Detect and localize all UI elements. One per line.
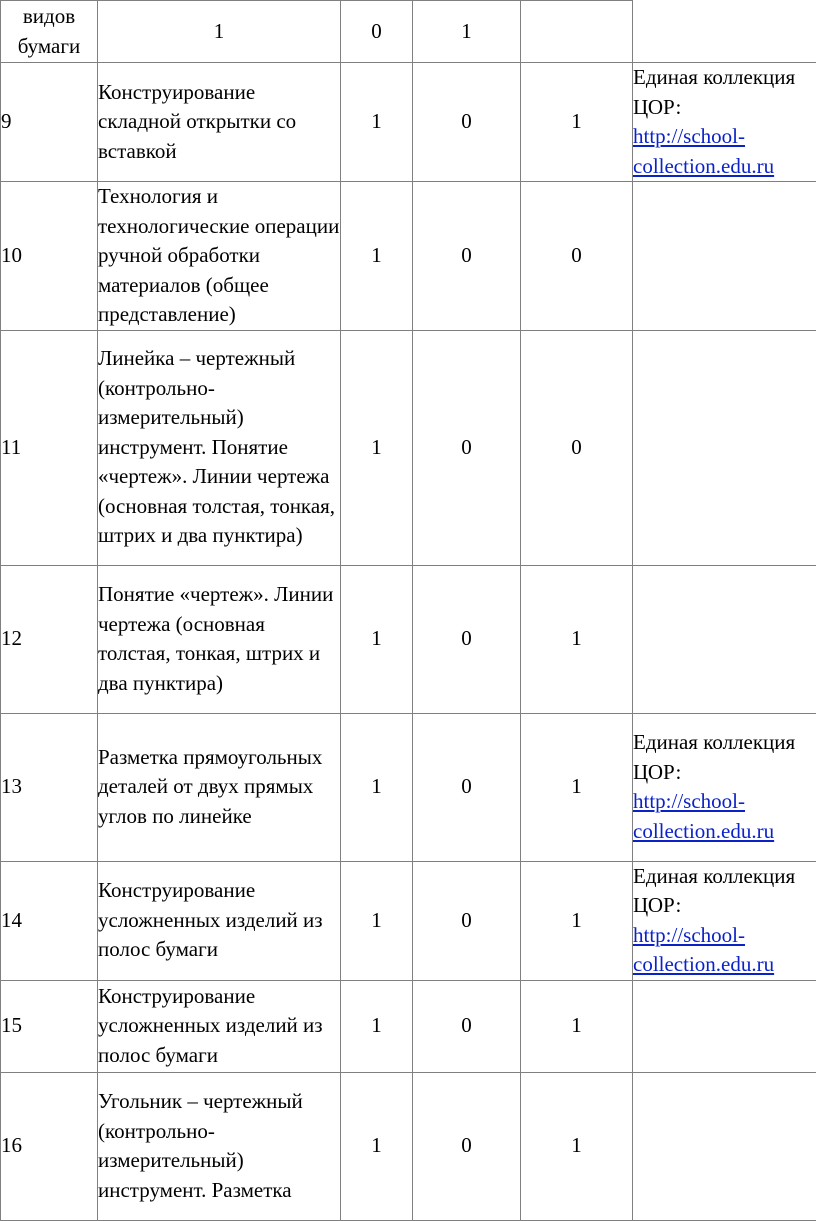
resource-cell bbox=[633, 1, 816, 63]
table-row bbox=[1, 713, 816, 861]
theory-hours-cell: 1 bbox=[341, 565, 413, 713]
control-cell: 0 bbox=[521, 182, 633, 331]
table-row bbox=[1, 1072, 816, 1220]
resource-link[interactable]: http://school-collection.edu.ru bbox=[633, 923, 774, 977]
topic-cell: Конструирование складной открытки со вставкой bbox=[98, 63, 341, 182]
row-number-cell: 16 bbox=[1, 1072, 98, 1220]
table-row bbox=[1, 980, 816, 1072]
resource-label: Единая коллекция ЦОР: bbox=[633, 864, 795, 918]
row-number-cell: 11 bbox=[1, 330, 98, 565]
topic-cell: 1 bbox=[98, 1, 341, 63]
control-cell: 1 bbox=[521, 63, 633, 182]
theory-hours-cell: 1 bbox=[341, 713, 413, 861]
resource-cell bbox=[633, 713, 816, 861]
resource-cell bbox=[633, 330, 816, 565]
practice-hours-cell: 1 bbox=[413, 1, 521, 63]
practice-hours-cell: 0 bbox=[413, 713, 521, 861]
table-row bbox=[1, 182, 816, 331]
resource-cell bbox=[633, 861, 816, 980]
topic-cell: Линейка – чертежный (контрольно-измерительный) инструмент. Понятие «чертеж». Линии чертежа (основная толстая, тонкая, штрих и два пунктира) bbox=[98, 330, 341, 565]
topic-cell: Конструирование усложненных изделий из полос бумаги bbox=[98, 980, 341, 1072]
topic-cell: Угольник – чертежный (контрольно-измерительный) инструмент. Разметка bbox=[98, 1072, 341, 1220]
control-cell: 1 bbox=[521, 1072, 633, 1220]
theory-hours-cell: 1 bbox=[341, 330, 413, 565]
topic-cell: Понятие «чертеж». Линии чертежа (основная толстая, тонкая, штрих и два пунктира) bbox=[98, 565, 341, 713]
resource-cell bbox=[633, 1072, 816, 1220]
practice-hours-cell: 0 bbox=[413, 980, 521, 1072]
practice-hours-cell: 0 bbox=[413, 63, 521, 182]
control-cell: 0 bbox=[521, 330, 633, 565]
topic-cell: Разметка прямоугольных деталей от двух прямых углов по линейке bbox=[98, 713, 341, 861]
table-row bbox=[1, 63, 816, 182]
resource-label: Единая коллекция ЦОР: bbox=[633, 65, 795, 119]
resource-cell bbox=[633, 565, 816, 713]
row-number-cell: видов бумаги bbox=[1, 1, 98, 63]
row-number-cell: 12 bbox=[1, 565, 98, 713]
control-cell: 1 bbox=[521, 565, 633, 713]
table-row bbox=[1, 565, 816, 713]
row-number-cell: 14 bbox=[1, 861, 98, 980]
control-cell: 1 bbox=[521, 713, 633, 861]
theory-hours-cell: 1 bbox=[341, 182, 413, 331]
practice-hours-cell: 0 bbox=[413, 565, 521, 713]
row-number-cell: 15 bbox=[1, 980, 98, 1072]
practice-hours-cell: 0 bbox=[413, 330, 521, 565]
resource-cell bbox=[633, 182, 816, 331]
table-row bbox=[1, 1, 816, 63]
resource-label: Единая коллекция ЦОР: bbox=[633, 730, 795, 784]
control-cell: 1 bbox=[521, 861, 633, 980]
theory-hours-cell: 0 bbox=[341, 1, 413, 63]
control-cell bbox=[521, 1, 633, 63]
practice-hours-cell: 0 bbox=[413, 1072, 521, 1220]
topic-cell: Конструирование усложненных изделий из полос бумаги bbox=[98, 861, 341, 980]
resource-link[interactable]: http://school-collection.edu.ru bbox=[633, 789, 774, 843]
theory-hours-cell: 1 bbox=[341, 1072, 413, 1220]
row-number-cell: 13 bbox=[1, 713, 98, 861]
theory-hours-cell: 1 bbox=[341, 861, 413, 980]
resource-cell bbox=[633, 980, 816, 1072]
row-number-cell: 10 bbox=[1, 182, 98, 331]
table-row bbox=[1, 861, 816, 980]
resource-cell bbox=[633, 63, 816, 182]
control-cell: 1 bbox=[521, 980, 633, 1072]
table-row bbox=[1, 330, 816, 565]
theory-hours-cell: 1 bbox=[341, 63, 413, 182]
practice-hours-cell: 0 bbox=[413, 182, 521, 331]
topic-cell: Технология и технологические операции ручной обработки материалов (общее представление) bbox=[98, 182, 341, 331]
resource-link[interactable]: http://school-collection.edu.ru bbox=[633, 124, 774, 178]
theory-hours-cell: 1 bbox=[341, 980, 413, 1072]
practice-hours-cell: 0 bbox=[413, 861, 521, 980]
row-number-cell: 9 bbox=[1, 63, 98, 182]
